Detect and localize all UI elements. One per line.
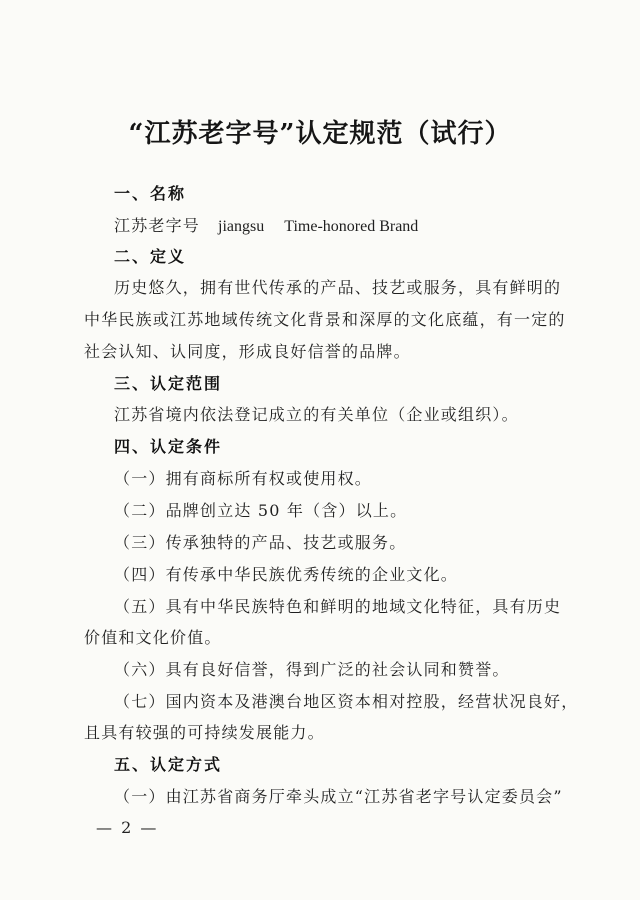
section-heading-method: 五、认定方式 bbox=[114, 755, 223, 774]
condition-item: （二）品牌创立达 50 年（含）以上。 bbox=[114, 501, 408, 520]
section-heading-scope: 三、认定范围 bbox=[114, 374, 223, 393]
definition-line: 中华民族或江苏地域传统文化背景和深厚的文化底蕴，有一定的 bbox=[84, 310, 566, 329]
section-heading-conditions: 四、认定条件 bbox=[114, 437, 223, 456]
condition-item: （六）具有良好信誉，得到广泛的社会认同和赞誉。 bbox=[114, 660, 510, 679]
brand-name-line bbox=[114, 215, 418, 238]
definition-line: 社会认知、认同度，形成良好信誉的品牌。 bbox=[84, 342, 411, 361]
condition-item: （三）传承独特的产品、技艺或服务。 bbox=[114, 533, 407, 552]
condition-item-continuation: 价值和文化价值。 bbox=[84, 628, 222, 647]
section-heading-definition: 二、定义 bbox=[114, 247, 187, 266]
brand-name-en: Time-honored Brand bbox=[284, 218, 419, 235]
condition-item: （五）具有中华民族特色和鲜明的地域文化特征，具有历史 bbox=[114, 597, 562, 616]
condition-item: （四）有传承中华民族优秀传统的企业文化。 bbox=[114, 565, 459, 584]
definition-line: 历史悠久，拥有世代传承的产品、技艺或服务，具有鲜明的 bbox=[114, 278, 562, 297]
page-number: — 2 — bbox=[96, 818, 159, 837]
section-heading-name: 一、名称 bbox=[114, 184, 187, 203]
condition-item: （一）拥有商标所有权或使用权。 bbox=[114, 469, 373, 488]
document-title: “江苏老字号”认定规范（试行） bbox=[128, 119, 512, 149]
brand-name-zh: 江苏老字号 bbox=[114, 216, 201, 235]
scope-text: 江苏省境内依法登记成立的有关单位（企业或组织）。 bbox=[114, 405, 519, 424]
method-item: （一）由江苏省商务厅牵头成立“江苏省老字号认定委员会” bbox=[114, 787, 563, 806]
brand-name-pinyin: jiangsu bbox=[218, 218, 265, 235]
condition-item: （七）国内资本及港澳台地区资本相对控股，经营状况良好， bbox=[114, 692, 579, 711]
condition-item-continuation: 且具有较强的可持续发展能力。 bbox=[84, 723, 325, 742]
